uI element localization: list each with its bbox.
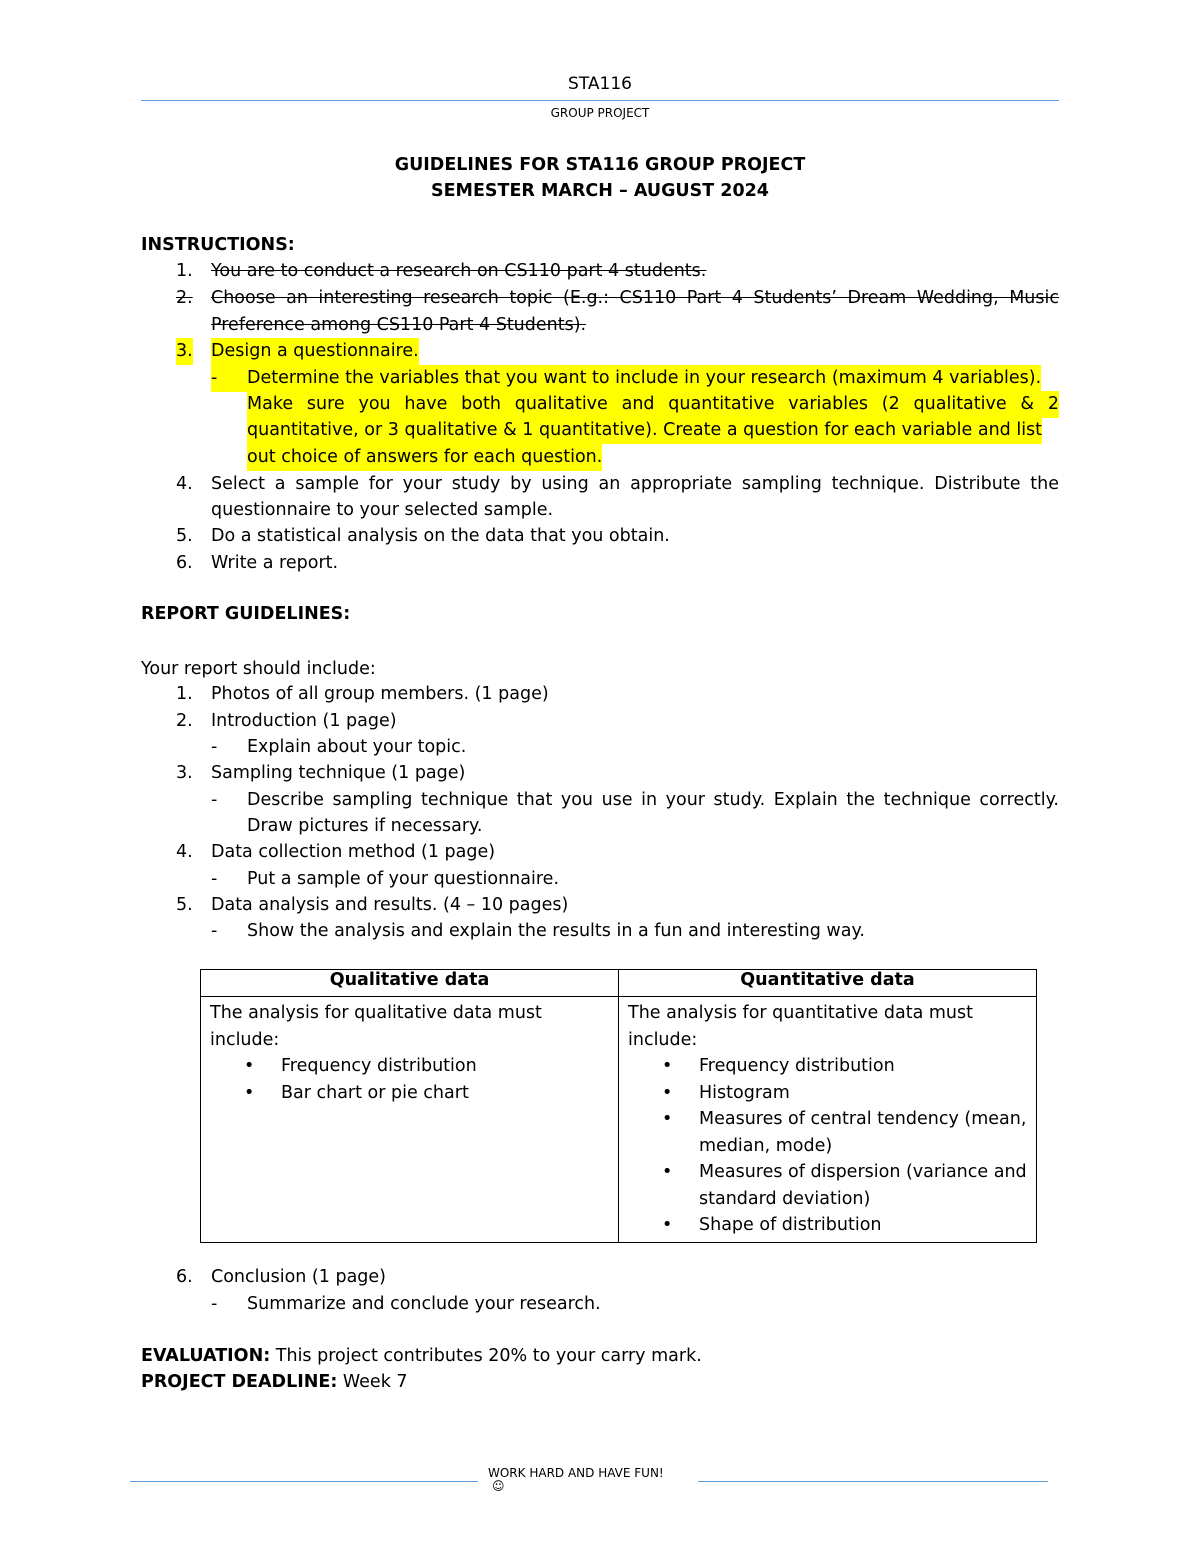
report-intro-text: Your report should include: <box>141 659 376 679</box>
item-text: Write a report. <box>211 553 339 573</box>
sub-text: quantitative, or 3 qualitative & 1 quantitative). Create a question for each variable and list <box>247 417 1042 444</box>
item-number: 5. <box>176 526 193 546</box>
list-item: • Histogram <box>628 1080 1027 1107</box>
list-item: • Frequency distribution <box>628 1053 1027 1080</box>
header-divider <box>141 100 1059 101</box>
table-header-row <box>201 970 1037 997</box>
quantitative-intro: The analysis for quantitative data must include: <box>628 1003 973 1050</box>
quantitative-list <box>628 1053 1027 1239</box>
list-item: • Frequency distribution <box>210 1053 609 1080</box>
item-text: You are to conduct a research on CS110 part 4 students. <box>211 261 707 281</box>
list-item: • Bar chart or pie chart <box>210 1080 609 1107</box>
sub-text: out choice of answers for each question. <box>247 444 602 471</box>
footer-divider-left <box>130 1481 478 1482</box>
sub-text: Draw pictures if necessary. <box>247 816 483 836</box>
item-number: 1. <box>176 261 193 281</box>
header-subtitle: GROUP PROJECT <box>550 106 650 120</box>
footer-divider-right <box>698 1481 1048 1482</box>
item-text: questionnaire to your selected sample. <box>211 500 554 520</box>
column-header-quantitative: Quantitative data <box>619 970 1037 997</box>
item-text: Sampling technique (1 page) <box>211 763 466 783</box>
item-number: 3. <box>176 338 193 365</box>
smiley-icon: ☺ <box>492 1479 505 1493</box>
deadline-text: Week 7 <box>337 1372 408 1392</box>
item-number: 5. <box>176 895 193 915</box>
item-number: 6. <box>176 1267 193 1287</box>
item-text: Preference among CS110 Part 4 Students). <box>211 315 587 335</box>
report-intro <box>141 656 1059 683</box>
item-text: Data collection method (1 page) <box>211 842 496 862</box>
table-row <box>201 997 1037 1243</box>
dash: - <box>211 1294 218 1314</box>
evaluation-label: EVALUATION: <box>141 1346 271 1366</box>
deadline-label: PROJECT DEADLINE: <box>141 1372 338 1392</box>
document-title-line2: SEMESTER MARCH – AUGUST 2024 <box>431 181 769 201</box>
sub-text: Determine the variables that you want to include in your research (maximum 4 variables). <box>247 365 1041 392</box>
bullet-icon: • <box>662 1056 673 1076</box>
sub-text: Summarize and conclude your research. <box>247 1294 601 1314</box>
item-number: 1. <box>176 684 193 704</box>
item-text: Do a statistical analysis on the data that you obtain. <box>211 526 670 546</box>
item-number: 2. <box>176 711 193 731</box>
dash: - <box>211 737 218 757</box>
quantitative-cell <box>619 997 1037 1243</box>
dash: - <box>211 365 247 392</box>
bullet-icon: • <box>662 1082 673 1103</box>
item-number: 4. <box>176 474 193 494</box>
item-number: 3. <box>176 763 193 783</box>
deadline <box>141 1369 1059 1396</box>
instructions-heading: INSTRUCTIONS: <box>141 235 295 255</box>
footer-text: WORK HARD AND HAVE FUN! <box>488 1466 664 1480</box>
evaluation-text: This project contributes 20% to your carry mark. <box>270 1346 702 1366</box>
qualitative-cell <box>201 997 619 1243</box>
report-heading: REPORT GUIDELINES: <box>141 604 351 624</box>
item-text: Conclusion (1 page) <box>211 1267 386 1287</box>
item-text: Data analysis and results. (4 – 10 pages) <box>211 895 569 915</box>
bullet-icon: • <box>244 1082 255 1103</box>
qualitative-intro: The analysis for qualitative data must include: <box>210 1003 542 1050</box>
item-text: Introduction (1 page) <box>211 711 397 731</box>
item-number: 2. <box>176 288 193 308</box>
document-title-line1: GUIDELINES FOR STA116 GROUP PROJECT <box>394 155 806 175</box>
list-item: • Measures of central tendency (mean, median, mode) <box>628 1106 1027 1159</box>
dash: - <box>211 921 218 941</box>
sub-text: Describe sampling technique that you use in your study. Explain the technique correctly. <box>247 790 1059 810</box>
bullet-icon: • <box>662 1215 673 1235</box>
list-item: • Measures of dispersion (variance and standard deviation) <box>628 1159 1027 1212</box>
header-course: STA116 <box>568 74 632 94</box>
item-text: Photos of all group members. (1 page) <box>211 684 549 704</box>
sub-text: Put a sample of your questionnaire. <box>247 869 560 889</box>
sub-text: Explain about your topic. <box>247 737 467 757</box>
item-text: Select a sample for your study by using an appropriate sampling technique. Distribute the <box>211 474 1059 494</box>
dash: - <box>211 869 218 889</box>
bullet-icon: • <box>662 1162 673 1182</box>
bullet-icon: • <box>244 1056 255 1076</box>
item-text: Choose an interesting research topic (E.g.: CS110 Part 4 Students’ Dream Wedding, Music <box>211 288 1059 308</box>
bullet-icon: • <box>662 1109 673 1129</box>
dash: - <box>211 790 218 810</box>
item-number: 6. <box>176 553 193 573</box>
analysis-table <box>200 969 1037 1243</box>
sub-text: Make sure you have both qualitative and quantitative variables (2 qualitative & 2 <box>247 391 1059 418</box>
column-header-qualitative: Qualitative data <box>201 970 619 997</box>
list-item: • Shape of distribution <box>628 1212 1027 1239</box>
evaluation <box>141 1343 1059 1370</box>
qualitative-list <box>210 1053 609 1106</box>
item-text: Design a questionnaire. <box>211 338 419 365</box>
item-number: 4. <box>176 842 193 862</box>
sub-text: Show the analysis and explain the results in a fun and interesting way. <box>247 921 865 941</box>
